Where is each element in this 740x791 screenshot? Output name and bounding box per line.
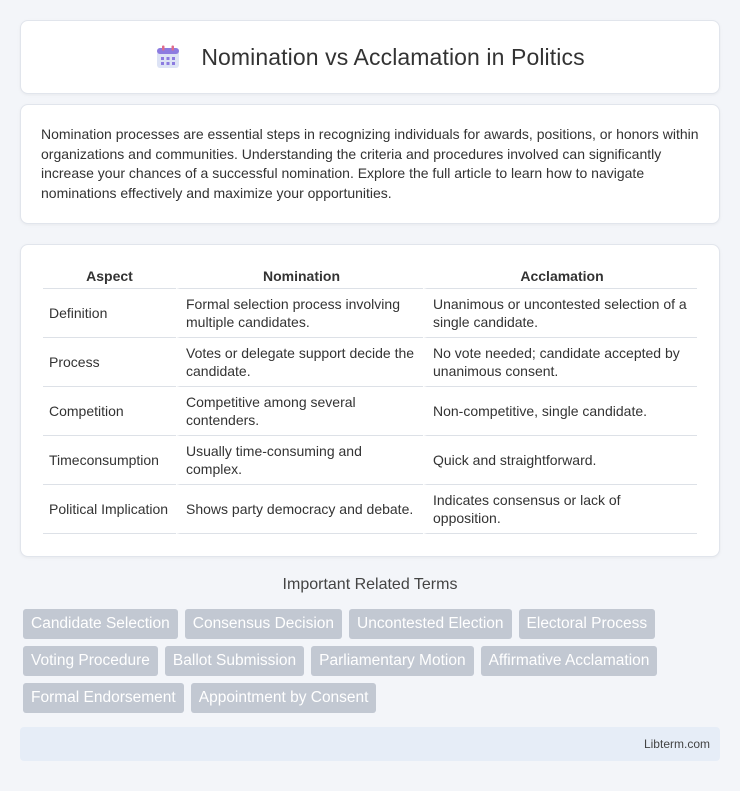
table-row: [43, 338, 697, 387]
related-term-tag[interactable]: Uncontested Election: [349, 609, 511, 639]
calendar-icon: [155, 44, 181, 70]
table-cell: Indicates consensus or lack of opposition.: [423, 485, 697, 534]
footer-brand-link[interactable]: Libterm.com: [643, 737, 710, 751]
column-header: Acclamation: [423, 265, 697, 289]
table-row: [43, 387, 697, 436]
related-term-tag[interactable]: Consensus Decision: [185, 609, 342, 639]
table-cell: Quick and straightforward.: [423, 436, 697, 485]
table-row: [43, 289, 697, 338]
column-header: Nomination: [176, 265, 423, 289]
table-cell: Process: [43, 338, 176, 387]
related-term-tag[interactable]: Affirmative Acclamation: [481, 646, 658, 676]
table-cell: Definition: [43, 289, 176, 338]
table-cell: Competitive among several contenders.: [176, 387, 423, 436]
intro-card: [20, 104, 720, 224]
column-header: Aspect: [43, 265, 176, 289]
related-terms-heading: Important Related Terms: [282, 576, 458, 593]
related-terms-list: [23, 609, 713, 713]
table-row: [43, 436, 697, 485]
comparison-card: [20, 244, 720, 557]
related-term-tag[interactable]: Formal Endorsement: [23, 683, 184, 713]
table-cell: Shows party democracy and debate.: [176, 485, 423, 534]
table-header-row: [43, 265, 697, 289]
table-cell: Timeconsumption: [43, 436, 176, 485]
table-row: [43, 485, 697, 534]
related-term-tag[interactable]: Electoral Process: [519, 609, 656, 639]
table-cell: Formal selection process involving multiple candidates.: [176, 289, 423, 338]
related-term-tag[interactable]: Parliamentary Motion: [311, 646, 473, 676]
table-cell: Unanimous or uncontested selection of a single candidate.: [423, 289, 697, 338]
table-cell: Usually time-consuming and complex.: [176, 436, 423, 485]
footer: [20, 727, 720, 761]
intro-text: Nomination processes are essential steps in recognizing individuals for awards, positions, or honors within organizations and communities. Understanding the criteria and procedures involved can significantly increase your chances of a successful nomination. Explore the full article to learn how to navigate nominations effectively and maximize your opportunities.: [41, 126, 699, 201]
comparison-table: [43, 265, 697, 534]
table-cell: Political Implication: [43, 485, 176, 534]
table-cell: Non-competitive, single candidate.: [423, 387, 697, 436]
related-term-tag[interactable]: Appointment by Consent: [191, 683, 377, 713]
related-term-tag[interactable]: Ballot Submission: [165, 646, 304, 676]
table-cell: No vote needed; candidate accepted by unanimous consent.: [423, 338, 697, 387]
related-term-tag[interactable]: Voting Procedure: [23, 646, 158, 676]
title-card: [20, 20, 720, 94]
table-cell: Competition: [43, 387, 176, 436]
table-cell: Votes or delegate support decide the candidate.: [176, 338, 423, 387]
page-title: Nomination vs Acclamation in Politics: [201, 43, 585, 70]
related-term-tag[interactable]: Candidate Selection: [23, 609, 178, 639]
